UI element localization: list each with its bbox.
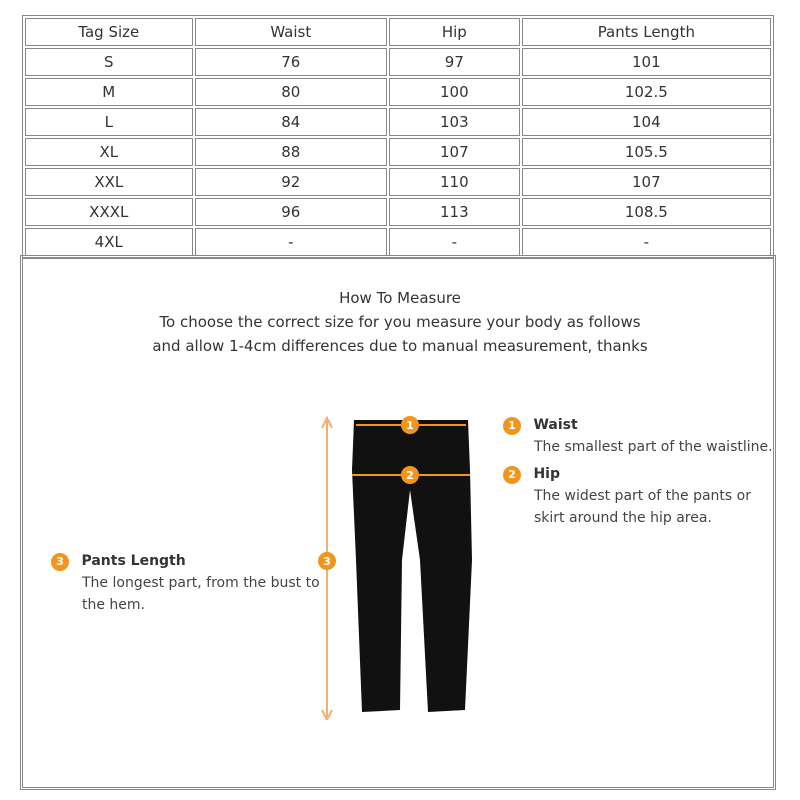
table-cell: XXXL xyxy=(25,198,193,226)
length-text-2: the hem. xyxy=(82,597,145,613)
waist-text: The smallest part of the waistline. xyxy=(534,439,773,455)
hip-title: Hip xyxy=(533,466,560,482)
hip-number: 2 xyxy=(503,466,521,484)
table-cell: - xyxy=(389,228,520,256)
marker-1: 1 xyxy=(401,416,419,434)
table-row xyxy=(25,168,771,196)
how-to-measure-intro xyxy=(0,286,800,358)
waist-number: 1 xyxy=(503,417,521,435)
waist-title: Waist xyxy=(533,417,578,433)
table-cell: Waist xyxy=(195,18,387,46)
hip-text-1: The widest part of the pants or xyxy=(534,488,751,504)
table-cell: 100 xyxy=(389,78,520,106)
table-cell: 108.5 xyxy=(522,198,771,226)
table-row xyxy=(25,48,771,76)
table-row xyxy=(25,228,771,256)
table-header-row xyxy=(25,18,771,46)
table-cell: 76 xyxy=(195,48,387,76)
table-cell: 113 xyxy=(389,198,520,226)
hip-text-2: skirt around the hip area. xyxy=(534,510,712,526)
table-cell: 97 xyxy=(389,48,520,76)
hip-description xyxy=(503,463,751,529)
length-number: 3 xyxy=(51,553,69,571)
table-row xyxy=(25,198,771,226)
table-cell: 105.5 xyxy=(522,138,771,166)
table-cell: S xyxy=(25,48,193,76)
table-cell: 110 xyxy=(389,168,520,196)
table-cell: Pants Length xyxy=(522,18,771,46)
intro-title: How To Measure xyxy=(339,289,461,307)
length-description xyxy=(51,550,320,616)
marker-3: 3 xyxy=(318,552,336,570)
table-row xyxy=(25,78,771,106)
size-chart-table xyxy=(22,15,774,259)
marker-2: 2 xyxy=(401,466,419,484)
length-text-1: The longest part, from the bust to xyxy=(82,575,320,591)
table-cell: Hip xyxy=(389,18,520,46)
table-cell: 92 xyxy=(195,168,387,196)
table-row xyxy=(25,108,771,136)
table-row xyxy=(25,138,771,166)
table-cell: 102.5 xyxy=(522,78,771,106)
table-cell: 104 xyxy=(522,108,771,136)
pants-icon xyxy=(352,420,472,712)
table-cell: 88 xyxy=(195,138,387,166)
table-cell: 107 xyxy=(522,168,771,196)
table-cell: Tag Size xyxy=(25,18,193,46)
length-title: Pants Length xyxy=(81,553,186,569)
table-cell: XL xyxy=(25,138,193,166)
table-cell: 4XL xyxy=(25,228,193,256)
table-cell: 84 xyxy=(195,108,387,136)
table-cell: XXL xyxy=(25,168,193,196)
table-cell: M xyxy=(25,78,193,106)
table-cell: - xyxy=(522,228,771,256)
pants-illustration xyxy=(310,410,490,720)
table-cell: 107 xyxy=(389,138,520,166)
table-cell: 96 xyxy=(195,198,387,226)
intro-line-2: and allow 1-4cm differences due to manual measurement, thanks xyxy=(152,337,648,355)
table-cell: 101 xyxy=(522,48,771,76)
table-cell: L xyxy=(25,108,193,136)
table-cell: 80 xyxy=(195,78,387,106)
table-cell: - xyxy=(195,228,387,256)
table-cell: 103 xyxy=(389,108,520,136)
intro-line-1: To choose the correct size for you measure your body as follows xyxy=(159,313,641,331)
waist-description xyxy=(503,414,773,458)
